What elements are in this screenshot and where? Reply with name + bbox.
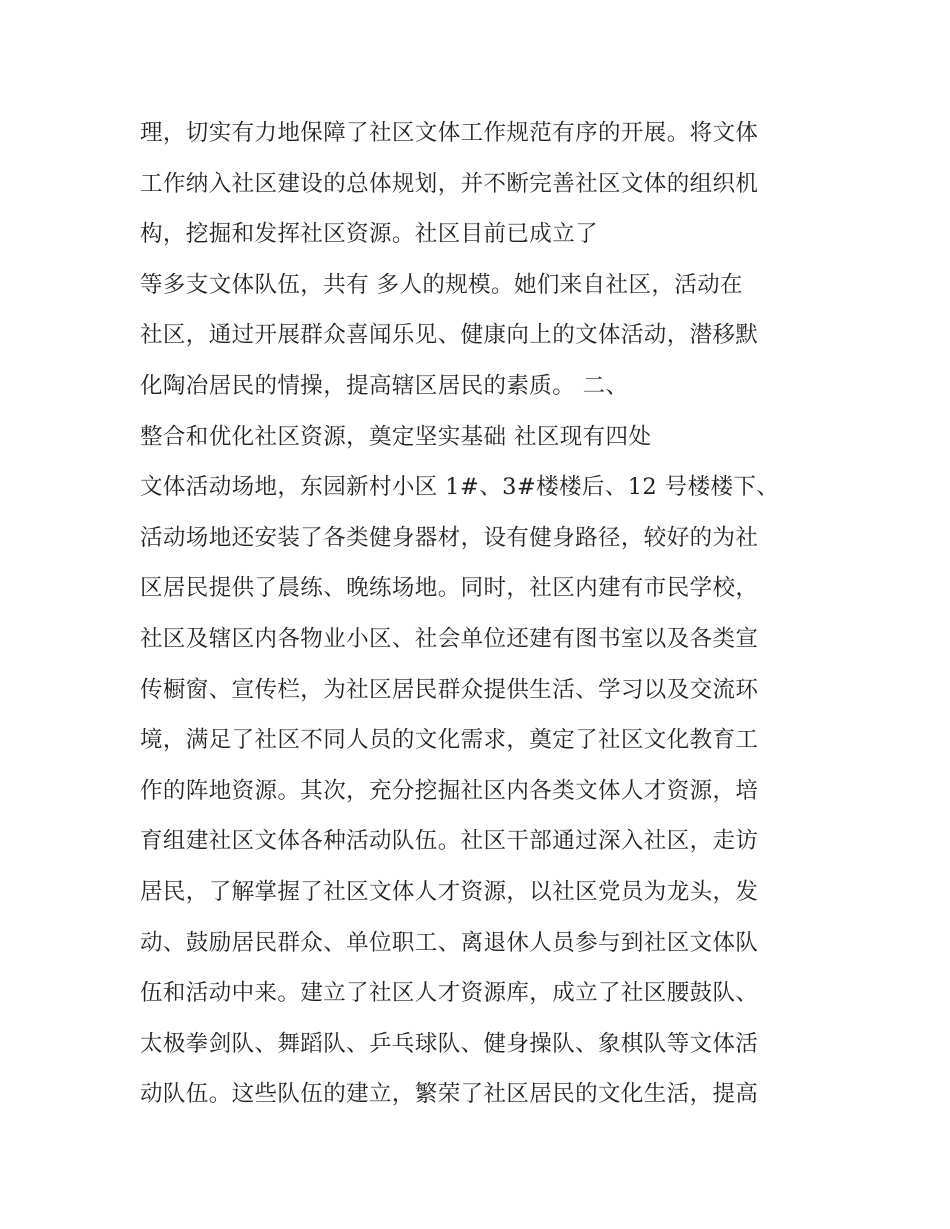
- text-line: 社区，通过开展群众喜闻乐见、健康向上的文体活动，潜移默: [140, 322, 759, 349]
- text-line: 等多支文体队伍，共有 多人的规模。她们来自社区，活动在: [140, 271, 743, 298]
- text-line: 境，满足了社区不同人员的文化需求，奠定了社区文化教育工: [140, 727, 759, 754]
- text-line: 活动场地还安装了各类健身器材，设有健身路径，较好的为社: [140, 524, 759, 551]
- text-line: 整合和优化社区资源，奠定坚实基础 社区现有四处: [140, 423, 652, 450]
- text-line: 文体活动场地，东园新村小区 1#、3#楼楼后、12 号楼楼下、: [140, 474, 780, 501]
- text-line: 工作纳入社区建设的总体规划，并不断完善社区文体的组织机: [140, 170, 759, 197]
- text-line: 区居民提供了晨练、晚练场地。同时，社区内建有市民学校，: [140, 575, 759, 602]
- text-line: 理，切实有力地保障了社区文体工作规范有序的开展。将文体: [140, 120, 759, 146]
- text-line: 化陶冶居民的情操，提高辖区居民的素质。 二、: [140, 372, 629, 399]
- text-line: 居民，了解掌握了社区文体人才资源，以社区党员为龙头，发: [140, 878, 759, 905]
- text-line: 育组建社区文体各种活动队伍。社区干部通过深入社区，走访: [140, 828, 759, 855]
- text-line: 社区及辖区内各物业小区、社会单位还建有图书室以及各类宣: [140, 625, 759, 652]
- text-line: 动队伍。这些队伍的建立，繁荣了社区居民的文化生活，提高: [140, 1081, 759, 1108]
- text-line: 构，挖掘和发挥社区资源。社区目前已成立了: [140, 221, 599, 248]
- text-line: 作的阵地资源。其次，充分挖掘社区内各类文体人才资源，培: [140, 777, 759, 804]
- text-line: 传橱窗、宣传栏，为社区居民群众提供生活、学习以及交流环: [140, 676, 759, 703]
- text-line: 动、鼓励居民群众、单位职工、离退休人员参与到社区文体队: [140, 929, 759, 956]
- text-line: 伍和活动中来。建立了社区人才资源库，成立了社区腰鼓队、: [140, 980, 759, 1007]
- body-text: [140, 108, 830, 1120]
- text-line: 太极拳剑队、舞蹈队、乒乓球队、健身操队、象棋队等文体活: [140, 1030, 759, 1057]
